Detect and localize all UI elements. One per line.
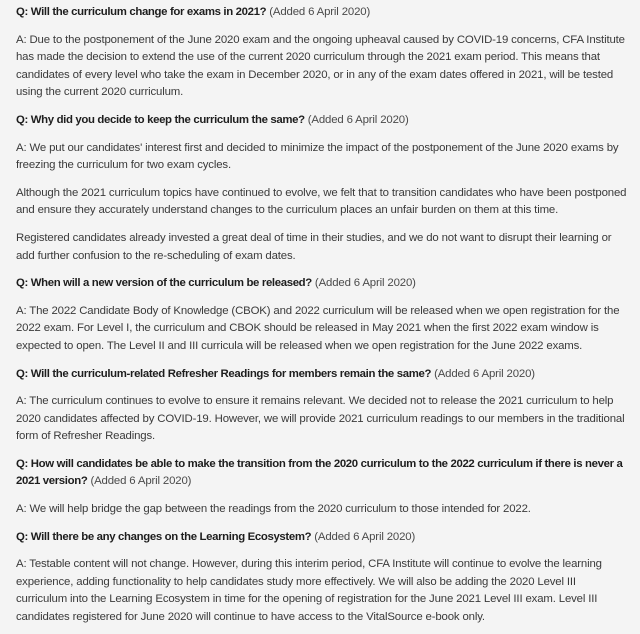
- faq-answer: A: Due to the postponement of the June 2020 exam and the ongoing upheaval caused by COVID-19 concerns, CFA Institute has made the decision to extend the use of the current 2020 curriculum through the 2021 exam period. This means that candidates of every level who take the exam in December 2020, or in any of the exam dates offered in 2021, will be tested using the current 2020 curriculum.: [16, 33, 625, 99]
- faq-answer: A: Testable content will not change. However, during this interim period, CFA Institute will continue to evolve the learning experience, adding functionality to help candidates study more effectively. We will also be adding the 2020 Level III curriculum into the Learning Ecosystem in time for the opening of registration for the June 2021 Level III exam. Level III candidates registered for June 2020 will continue to have access to the VitalSource e-book only.: [16, 558, 602, 624]
- added-date: (Added 6 April 2020): [431, 367, 535, 380]
- faq-item: [16, 275, 628, 355]
- faq-question: [16, 529, 628, 547]
- faq-item: [16, 366, 628, 446]
- faq-answer: A: The curriculum continues to evolve to ensure it remains relevant. We decided not to release the 2021 curriculum to help 2020 candidates affected by COVID-19. However, we will provide 2021 curriculum readings to our members in the traditional form of Refresher Readings.: [16, 395, 625, 443]
- faq-item: [16, 112, 628, 265]
- question-text: Q: When will a new version of the curriculum be released?: [16, 277, 312, 290]
- faq-question: [16, 456, 628, 491]
- question-text: Q: How will candidates be able to make the transition from the 2020 curriculum to the 2022 curriculum if there is never a 2021 version?: [16, 457, 623, 488]
- added-date: (Added 6 April 2020): [266, 6, 371, 18]
- added-date: (Added 6 April 2020): [87, 475, 192, 488]
- added-date: (Added 6 April 2020): [304, 113, 409, 126]
- faq-answer: A: We put our candidates' interest first and decided to minimize the impact of the postponement of the June 2020 exams by freezing the curriculum for two exam cycles.: [16, 141, 619, 172]
- faq-item: [16, 4, 628, 102]
- added-date: (Added 6 April 2020): [311, 277, 416, 290]
- faq-question: [16, 366, 628, 384]
- added-date: (Added 6 April 2020): [311, 530, 416, 543]
- question-text: Q: Will the curriculum change for exams in 2021?: [16, 6, 267, 18]
- question-text: Q: Will the curriculum-related Refresher Readings for members remain the same?: [16, 367, 432, 380]
- faq-item: [16, 456, 628, 519]
- faq-answer-paragraph: Registered candidates already invested a great deal of time in their studies, and we do not want to disrupt their learning or add further confusion to the re-scheduling of exam dates.: [16, 231, 612, 262]
- question-text: Q: Why did you decide to keep the curriculum the same?: [16, 113, 305, 126]
- faq-answer: A: The 2022 Candidate Body of Knowledge (CBOK) and 2022 curriculum will be released when we open registration for the 2022 exam. For Level I, the curriculum and CBOK should be released in May 2021 when the first 2022 exam window is expected to open. The Level II and III curricula will be released when we open registration for the June 2022 exams.: [16, 304, 620, 352]
- faq-item: [16, 529, 628, 627]
- faq-question: [16, 4, 628, 22]
- faq-question: [16, 275, 628, 293]
- faq-question: [16, 112, 628, 130]
- faq-answer-paragraph: Although the 2021 curriculum topics have continued to evolve, we felt that to transition candidates who have been postponed and ensure they accurately understand changes to the curriculum places an unfair burden on them at this time.: [16, 186, 627, 217]
- faq-answer: A: We will help bridge the gap between the readings from the 2020 curriculum to those intended for 2022.: [16, 503, 531, 516]
- question-text: Q: Will there be any changes on the Learning Ecosystem?: [16, 530, 312, 543]
